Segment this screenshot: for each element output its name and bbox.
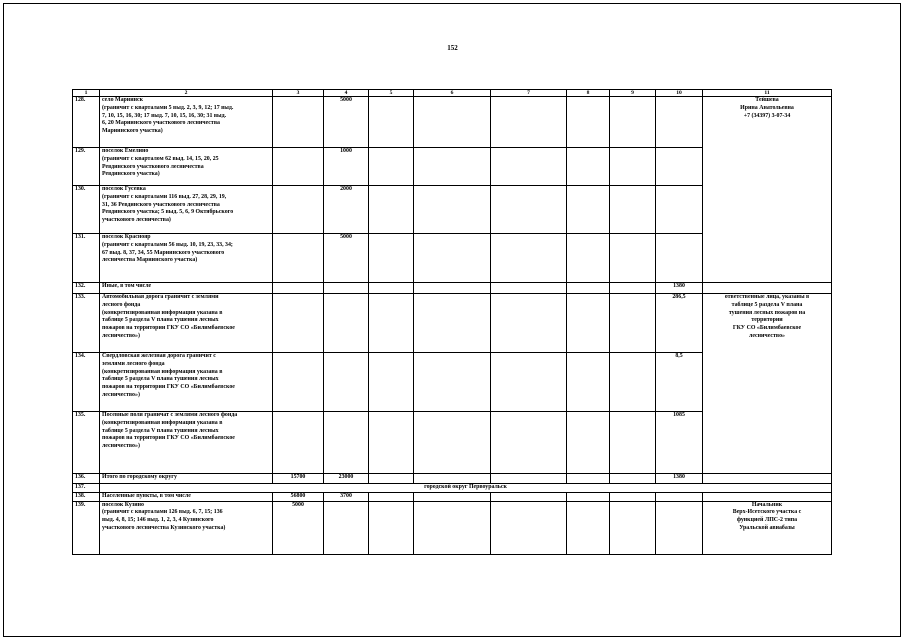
col7-cell [491, 474, 567, 484]
col3-cell [273, 148, 324, 186]
section-title: городской округ Первоуральск [100, 484, 832, 493]
contact-cell: Начальник Верх-Исетского участка с функцией ЛПС-2 типа Уральской авиабазы [703, 501, 832, 554]
col7-cell [491, 97, 567, 148]
col6-cell [414, 97, 491, 148]
col10-cell: 1380 [656, 474, 703, 484]
table-row [73, 492, 832, 501]
row-description: Иные, в том числе [100, 283, 273, 294]
col10-cell [656, 148, 703, 186]
header-cell: 7 [491, 90, 567, 97]
col7-cell [491, 501, 567, 554]
contact-cell: Тейшева Ирина Анатольевна +7 (34397) 3-07-34 [703, 97, 832, 283]
col7-cell [491, 353, 567, 412]
col4-cell: 1000 [324, 148, 369, 186]
col3-cell [273, 186, 324, 234]
col8-cell [567, 474, 610, 484]
col6-cell [414, 353, 491, 412]
col5-cell [369, 492, 414, 501]
col8-cell [567, 353, 610, 412]
row-number: 133. [73, 294, 100, 353]
col7-cell [491, 412, 567, 474]
row-description: поселок Кузино (граничит с кварталами 126 выд. 6, 7, 15; 136 выд. 4, 8, 15; 146 выд. 1, 2, 3, 4 Кузинского участкового лесничества Кузинского участка) [100, 501, 273, 554]
table-row [73, 294, 832, 353]
row-number: 138. [73, 492, 100, 501]
col9-cell [610, 294, 656, 353]
col4-cell [324, 294, 369, 353]
contact-cell [703, 492, 832, 501]
col6-cell [414, 501, 491, 554]
col8-cell [567, 492, 610, 501]
col6-cell [414, 234, 491, 283]
row-number: 129. [73, 148, 100, 186]
col4-cell [324, 412, 369, 474]
col10-cell: 1085 [656, 412, 703, 474]
header-cell: 9 [610, 90, 656, 97]
table-row [73, 484, 832, 493]
col6-cell [414, 492, 491, 501]
col7-cell [491, 148, 567, 186]
col8-cell [567, 186, 610, 234]
col7-cell [491, 294, 567, 353]
col9-cell [610, 97, 656, 148]
col9-cell [610, 474, 656, 484]
col3-cell [273, 353, 324, 412]
col5-cell [369, 412, 414, 474]
contact-cell [703, 474, 832, 484]
table-row [73, 97, 832, 148]
col10-cell [656, 492, 703, 501]
row-description: Свердловская железная дорога граничит с землями лесного фонда (конкретизированная информация указана в таблице 5 раздела V плана тушения лесных пожаров на территории ГКУ СО «Билимбаевское лесничество») [100, 353, 273, 412]
col6-cell [414, 412, 491, 474]
row-description: поселок Гусевка (граничит с кварталами 116 выд. 27, 28, 29, 19, 31, 36 Ревдинского участкового лесничества Ревдинского участка; 5 выд. 5, 6, 9 Октябрьского участкового лесничества) [100, 186, 273, 234]
row-description: Автомобильная дорога граничит с землями лесного фонда (конкретизированная информация указана в таблице 5 раздела V плана тушения лесных пожаров на территории ГКУ СО «Билимбаевское лесничество») [100, 294, 273, 353]
col3-cell [273, 283, 324, 294]
col10-cell [656, 234, 703, 283]
col6-cell [414, 186, 491, 234]
col8-cell [567, 412, 610, 474]
col9-cell [610, 234, 656, 283]
col5-cell [369, 234, 414, 283]
col8-cell [567, 97, 610, 148]
col10-cell: 1380 [656, 283, 703, 294]
row-number: 134. [73, 353, 100, 412]
col4-cell [324, 501, 369, 554]
col10-cell [656, 97, 703, 148]
table-row [73, 283, 832, 294]
col4-cell [324, 353, 369, 412]
col10-cell: 8,5 [656, 353, 703, 412]
col3-cell: 5000 [273, 501, 324, 554]
col6-cell [414, 148, 491, 186]
col5-cell [369, 474, 414, 484]
col4-cell: 23000 [324, 474, 369, 484]
col10-cell [656, 186, 703, 234]
row-number: 130. [73, 186, 100, 234]
col5-cell [369, 353, 414, 412]
col5-cell [369, 148, 414, 186]
col6-cell [414, 283, 491, 294]
col6-cell [414, 294, 491, 353]
col8-cell [567, 148, 610, 186]
header-cell: 1 [73, 90, 100, 97]
col9-cell [610, 148, 656, 186]
col4-cell: 3700 [324, 492, 369, 501]
col4-cell: 5000 [324, 234, 369, 283]
header-cell: 11 [703, 90, 832, 97]
col3-cell [273, 97, 324, 148]
col7-cell [491, 234, 567, 283]
col5-cell [369, 97, 414, 148]
row-number: 136. [73, 474, 100, 484]
table-row [73, 474, 832, 484]
col3-cell: 56800 [273, 492, 324, 501]
header-row [73, 90, 832, 97]
col9-cell [610, 353, 656, 412]
header-cell: 4 [324, 90, 369, 97]
header-cell: 5 [369, 90, 414, 97]
col3-cell: 15700 [273, 474, 324, 484]
row-number: 128. [73, 97, 100, 148]
header-cell: 2 [100, 90, 273, 97]
row-number: 131. [73, 234, 100, 283]
row-description: Итого по городскому округу [100, 474, 273, 484]
col6-cell [414, 474, 491, 484]
row-number: 132. [73, 283, 100, 294]
col5-cell [369, 186, 414, 234]
col4-cell: 5000 [324, 97, 369, 148]
row-description: Посевные поля граничат с землями лесного фонда (конкретизированная информация указана в таблице 5 раздела V плана тушения лесных пожаров на территории ГКУ СО «Билимбаевское лесничество») [100, 412, 273, 474]
row-description: поселок Емелино (граничит с кварталом 62 выд. 14, 15, 20, 25 Ревдинского участкового лесничества Ревдинского участка) [100, 148, 273, 186]
col8-cell [567, 501, 610, 554]
col8-cell [567, 294, 610, 353]
table-row [73, 501, 832, 554]
row-number: 139. [73, 501, 100, 554]
col5-cell [369, 294, 414, 353]
col8-cell [567, 234, 610, 283]
row-description: Населенные пункты, в том числе [100, 492, 273, 501]
col5-cell [369, 283, 414, 294]
col9-cell [610, 283, 656, 294]
header-cell: 10 [656, 90, 703, 97]
contact-cell: ответственные лица, указаны в таблице 5 раздела V плана тушения лесных пожаров на территории ГКУ СО «Билимбаевское лесничество» [703, 294, 832, 474]
col3-cell [273, 412, 324, 474]
col4-cell: 2000 [324, 186, 369, 234]
page-number: 152 [447, 44, 458, 52]
col3-cell [273, 294, 324, 353]
header-cell: 3 [273, 90, 324, 97]
col10-cell: 286,5 [656, 294, 703, 353]
row-number: 137. [73, 484, 100, 493]
col7-cell [491, 186, 567, 234]
contact-cell [703, 283, 832, 294]
col8-cell [567, 283, 610, 294]
col9-cell [610, 492, 656, 501]
row-number: 135. [73, 412, 100, 474]
fire-plan-table [72, 89, 832, 555]
col9-cell [610, 186, 656, 234]
col3-cell [273, 234, 324, 283]
col7-cell [491, 283, 567, 294]
row-description: поселок Краснояр (граничит с кварталами 56 выд. 10, 19, 23, 33, 34; 67 выд. 8, 37, 34, 55 Мариинского участкового лесничества Мариинского участка) [100, 234, 273, 283]
header-cell: 6 [414, 90, 491, 97]
col4-cell [324, 283, 369, 294]
col10-cell [656, 501, 703, 554]
col9-cell [610, 501, 656, 554]
col5-cell [369, 501, 414, 554]
col9-cell [610, 412, 656, 474]
row-description: село Мариинск (граничит с кварталами 5 выд. 2, 3, 9, 12; 17 выд. 7, 10, 15, 16, 30; 17 выд. 7, 10, 15, 16, 30; 31 выд. 6, 20 Мариинского участкового лесничества Мариинского участка) [100, 97, 273, 148]
col7-cell [491, 492, 567, 501]
header-cell: 8 [567, 90, 610, 97]
